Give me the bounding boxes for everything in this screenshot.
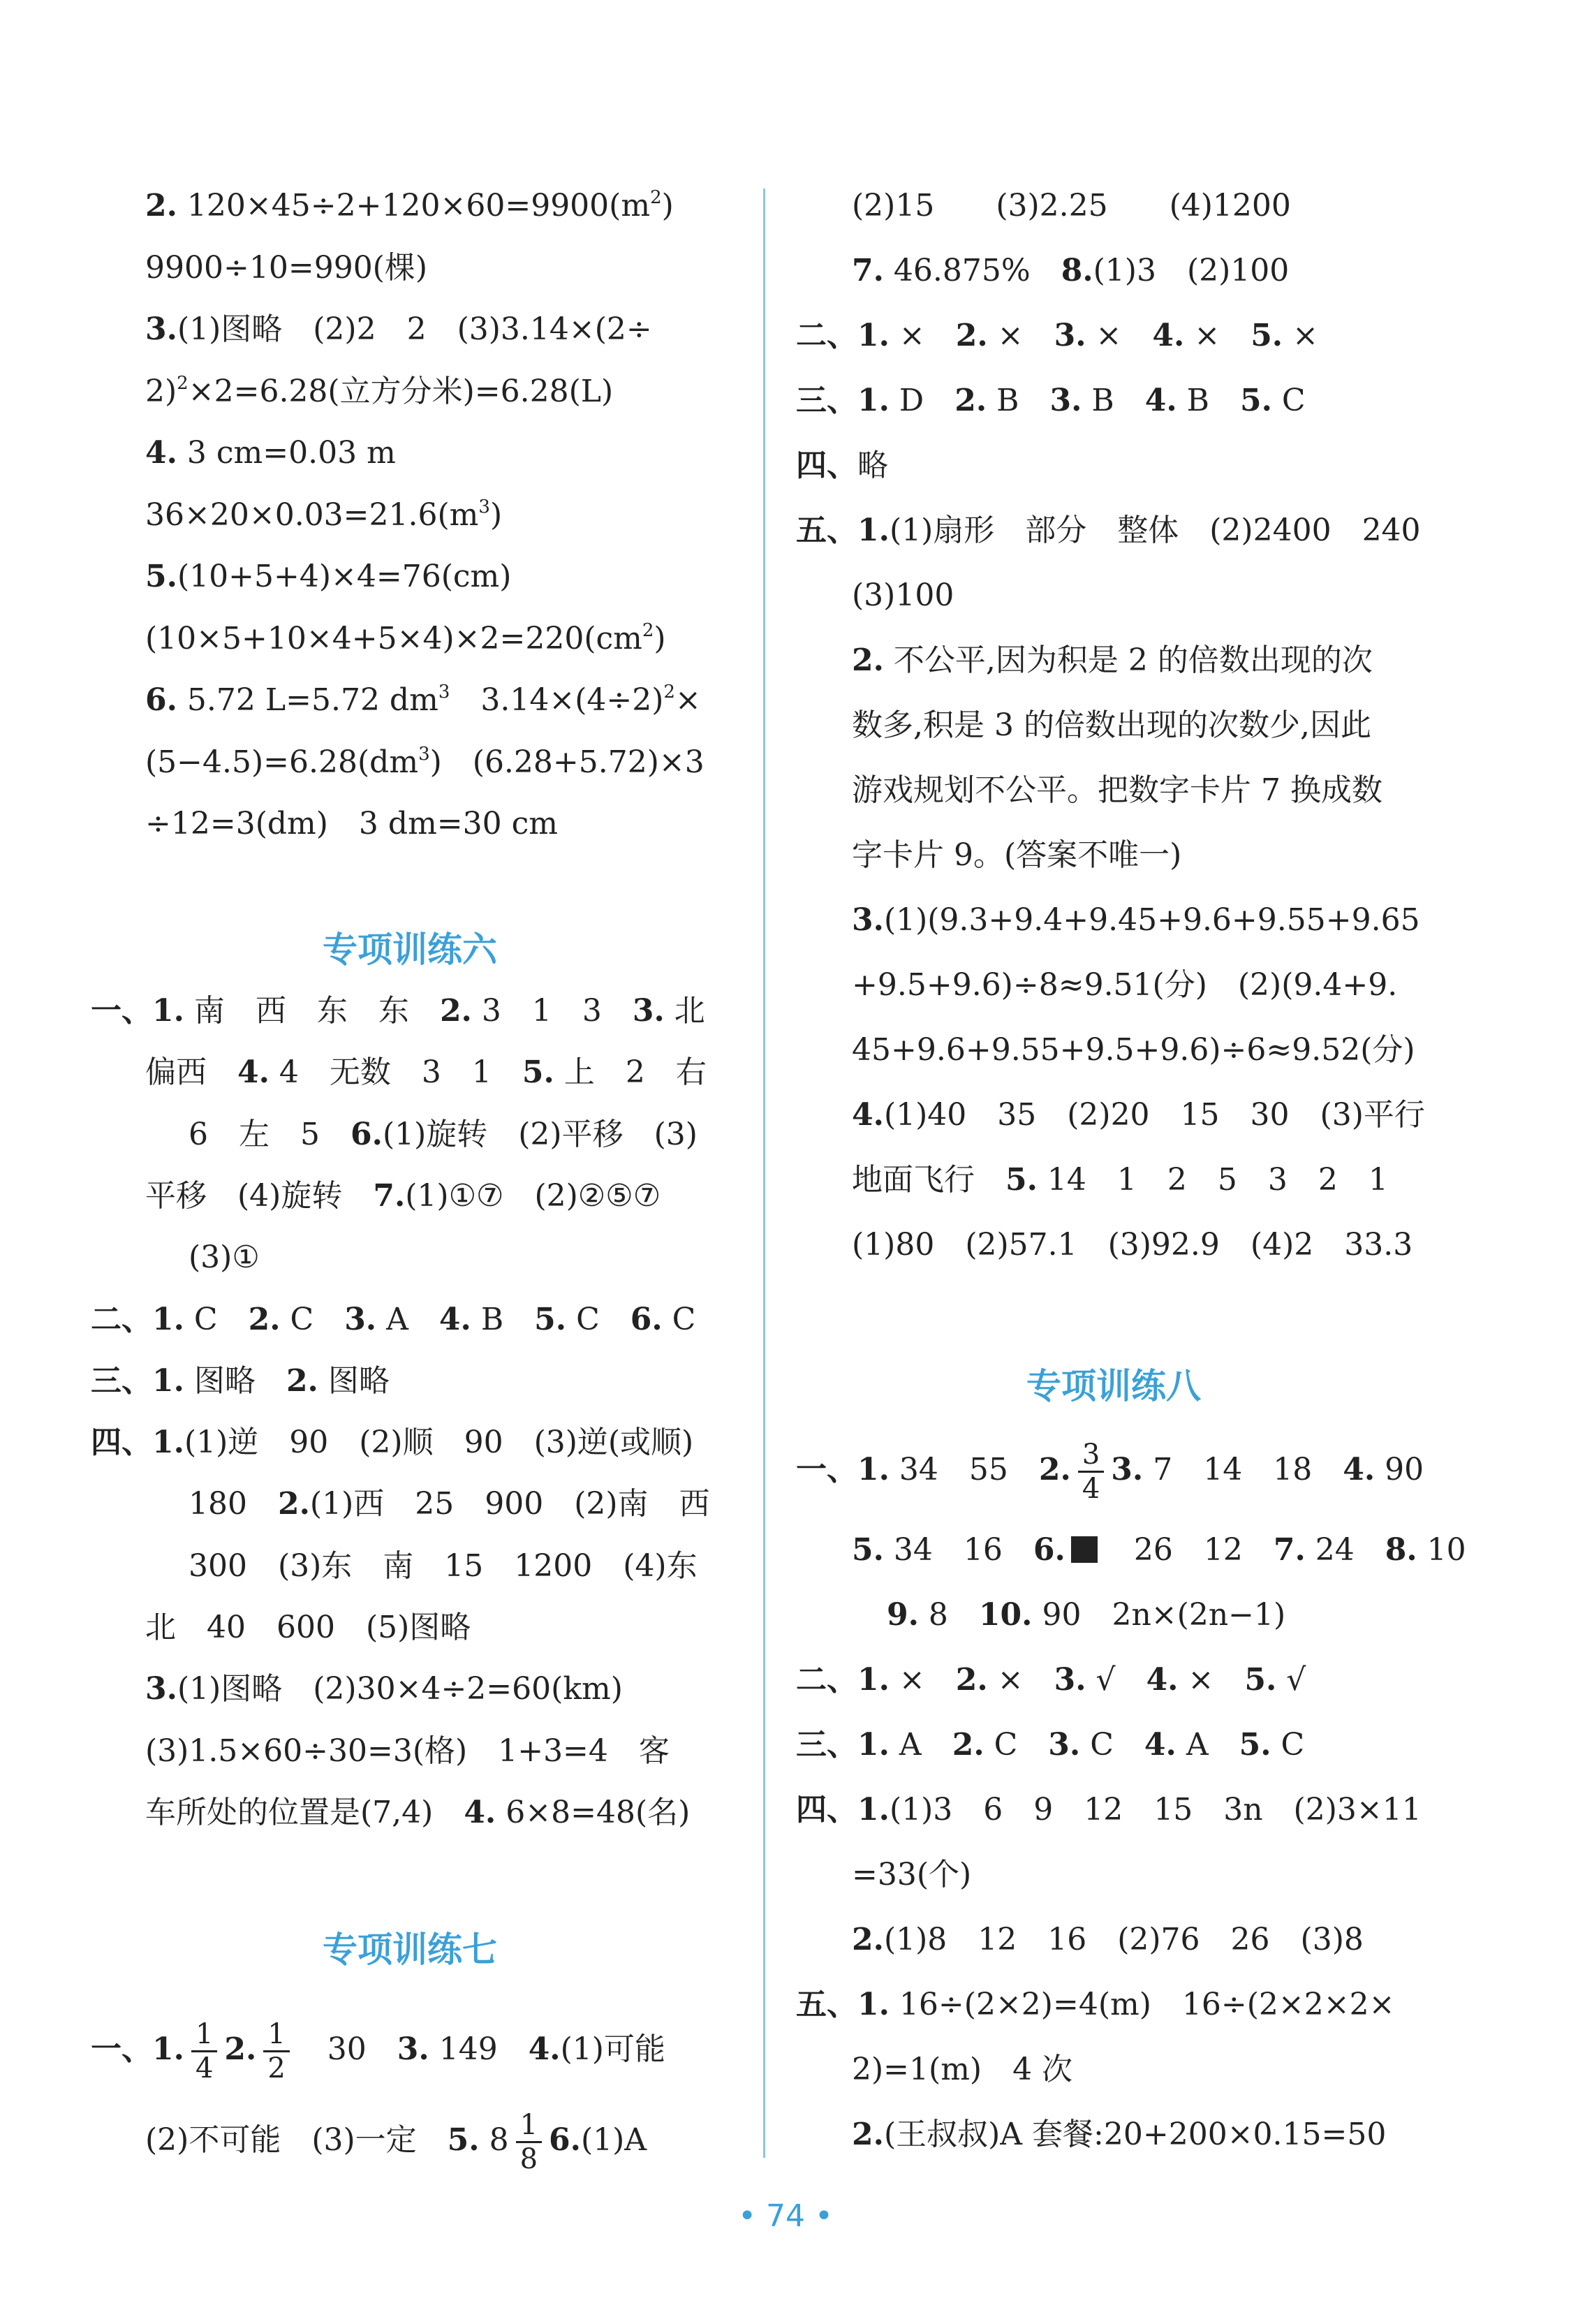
text-run: (1)①⑦ (2)②⑤⑦ [405, 1177, 661, 1214]
text-run: C [662, 1301, 696, 1337]
answer-line [189, 1237, 260, 1279]
answer-line [91, 1422, 693, 1464]
text-run: (1)旋转 (2)平移 (3) [382, 1116, 698, 1152]
text-run: 2. [954, 383, 987, 418]
text-run: 180 [189, 1486, 278, 1522]
text-run: 3. [397, 2031, 429, 2067]
answer-line [852, 2114, 1386, 2156]
text-run: 3. [344, 1301, 377, 1337]
text-run: 45+9.6+9.55+9.5+9.6)÷6≈9.52(分) [852, 1032, 1415, 1068]
text-run: 3 cm=0.03 m [177, 435, 396, 471]
text-run: (3)1.5×60÷30=3(格) 1+3=4 客 [145, 1733, 670, 1769]
text-run: (10+5+4)×4=76(cm) [177, 559, 512, 594]
text-run: 6. [351, 1116, 383, 1152]
answer-line [145, 618, 666, 660]
text-run: 5. [145, 559, 177, 594]
answer-line [796, 1659, 1306, 1701]
text-run: 6. [549, 2122, 581, 2158]
text-run: (1)可能 [560, 2031, 665, 2067]
text-run: (1)西 25 900 (2)南 西 [309, 1486, 710, 1522]
fraction-numerator: 1 [263, 2018, 289, 2052]
text-run: 149 [429, 2031, 529, 2067]
answer-line [145, 556, 511, 598]
text-run: (2)15 (3)2.25 (4)1200 [852, 188, 1291, 223]
text-run: 8. [1385, 1532, 1417, 1568]
text-run: C [1080, 1727, 1144, 1763]
text-run: B [1082, 383, 1145, 418]
text-run: 7. [1273, 1532, 1306, 1568]
answer-line [796, 510, 1421, 552]
page-number: • 74 • [738, 2198, 833, 2234]
text-run: C [280, 1301, 345, 1337]
text-run: 平移 (4)旋转 [145, 1177, 374, 1214]
answer-line [145, 1175, 661, 1217]
text-run: 34 16 [883, 1532, 1033, 1568]
text-run: (1)图略 (2)30×4÷2=60(km) [177, 1671, 623, 1707]
text-run: 5. [522, 1054, 554, 1091]
answer-line [145, 742, 705, 784]
fraction-numerator: 1 [516, 2109, 542, 2143]
text-run: 5. [534, 1301, 567, 1337]
answer-line [145, 371, 613, 413]
text-run: 5.72 L=5.72 dm [177, 682, 438, 718]
text-run: 6. [1033, 1532, 1065, 1568]
fraction-denominator: 2 [267, 2052, 286, 2084]
text-run: 一、1. [91, 2031, 184, 2067]
answer-line [796, 380, 1306, 422]
answer-line [91, 1299, 695, 1341]
text-run: 9900÷10=990(棵) [145, 249, 428, 286]
text-run: × [1086, 318, 1153, 353]
answer-line [852, 1029, 1415, 1071]
answer-line [852, 705, 1371, 747]
text-run: 8. [1061, 253, 1093, 288]
text-run: 4. [1146, 1662, 1179, 1698]
text-run: 2. [277, 1486, 310, 1522]
answer-line [145, 1792, 690, 1834]
text-run: 二、1. [796, 1662, 890, 1698]
text-run: 二、1. [796, 318, 890, 353]
text-run: × [674, 682, 701, 718]
text-run: 5. [1240, 383, 1272, 418]
column-divider [763, 189, 765, 2158]
answer-line [145, 1607, 471, 1649]
text-run: 36×20×0.03=21.6(m [145, 497, 479, 533]
text-run: (1)80 (2)57.1 (3)92.9 (4)2 33.3 [852, 1227, 1413, 1263]
answer-line [852, 964, 1397, 1006]
text-run: 四、 [796, 448, 857, 483]
text-run: 2. [852, 642, 884, 678]
text-run: 6. [630, 1301, 663, 1337]
answer-line [852, 1854, 971, 1896]
fraction [516, 2109, 542, 2175]
text-run: 6. [145, 682, 177, 718]
answer-line [145, 1052, 707, 1094]
text-run: 二、1. [91, 1301, 184, 1337]
text-run: C [184, 1301, 249, 1337]
text-run: 2. [852, 1922, 884, 1957]
text-run: 120×45÷2+120×60=9900(m [177, 188, 651, 223]
text-run: 偏西 [145, 1054, 237, 1091]
text-run: × [889, 318, 956, 353]
section-heading-8: 专项训练八 [1026, 1366, 1201, 1406]
text-run: A [1176, 1727, 1239, 1763]
text-run: 2. [952, 1727, 984, 1763]
answer-line [145, 2102, 647, 2179]
text-run: 24 [1305, 1532, 1385, 1568]
text-run: 略 [857, 448, 888, 483]
answer-line [852, 250, 1289, 292]
text-run: 图略 [184, 1362, 286, 1399]
answer-line [91, 990, 705, 1032]
text-run: 5. [447, 2122, 480, 2158]
text-run: 5. [1239, 1727, 1271, 1763]
text-run: 5. [1244, 1662, 1277, 1698]
fraction [263, 2018, 289, 2084]
text-run: (1)(9.3+9.4+9.45+9.6+9.55+9.65 [883, 902, 1420, 938]
text-run: 三、1. [796, 383, 890, 418]
text-run: √ [1086, 1662, 1146, 1698]
text-run: 4. [145, 435, 177, 471]
text-run: 46.875% [883, 253, 1061, 288]
text-run: B [1177, 383, 1240, 418]
answer-line [852, 1919, 1364, 1961]
text-run: 4. [464, 1794, 496, 1830]
text-run: 4 无数 3 1 [269, 1054, 522, 1091]
text-run: 10 [1417, 1532, 1466, 1568]
text-run: 2)=1(m) 4 次 [852, 2052, 1073, 2087]
text-run: (1)图略 (2)2 2 (3)3.14×(2÷ [177, 311, 652, 347]
answer-line [852, 1159, 1388, 1201]
text-run: 4. [852, 1097, 884, 1133]
text-run: 26 12 [1102, 1532, 1274, 1568]
text-run: D [889, 383, 955, 418]
fraction-denominator: 4 [1082, 1473, 1100, 1505]
text-run: 30 [296, 2031, 397, 2067]
text-run: (5−4.5)=6.28(dm [145, 744, 419, 780]
text-run: 2. [852, 2117, 884, 2152]
text-run: 5. [852, 1532, 884, 1568]
text-run: 2 [650, 187, 662, 208]
text-run: 7. [852, 253, 884, 288]
answer-line [852, 899, 1420, 941]
text-run: 2) [145, 373, 177, 409]
answer-line [852, 1094, 1425, 1136]
text-run: 7 14 18 [1143, 1452, 1343, 1487]
answer-line [887, 1594, 1285, 1636]
text-run: 4. [1144, 1727, 1177, 1763]
text-run: 3. [145, 1671, 177, 1707]
text-run: 图略 [318, 1362, 390, 1399]
text-run: (1)40 35 (2)20 15 30 (3)平行 [883, 1097, 1425, 1133]
text-run: 3.14×(4÷2) [450, 682, 664, 718]
answer-line [852, 640, 1373, 682]
answer-line [796, 1984, 1395, 2026]
text-run: 2. [1038, 1452, 1071, 1487]
text-run: 16÷(2×2)=4(m) 16÷(2×2×2× [889, 1987, 1395, 2022]
text-run: 7. [373, 1177, 406, 1214]
fraction-denominator: 8 [519, 2143, 538, 2175]
text-run: ÷12=3(dm) 3 dm=30 cm [145, 806, 559, 841]
text-run: 2. [286, 1362, 318, 1399]
text-run: × [987, 318, 1054, 353]
text-run: 2. [955, 318, 988, 353]
text-run: C [984, 1727, 1049, 1763]
text-run: 8 [479, 2122, 509, 2158]
text-run: 3 [418, 743, 430, 765]
text-run: ) [654, 620, 666, 656]
text-run: 5. [1251, 318, 1283, 353]
black-square-icon [1071, 1536, 1098, 1563]
text-run: C [1271, 383, 1306, 418]
text-run: × [1283, 318, 1318, 353]
text-run: 300 (3)东 南 15 1200 (4)东 [189, 1547, 698, 1584]
answer-line [189, 1545, 698, 1587]
text-run: √ [1276, 1662, 1306, 1698]
text-run: 6×8=48(名) [496, 1794, 691, 1830]
fraction-denominator: 4 [195, 2052, 214, 2084]
answer-line [796, 1432, 1424, 1508]
text-run: 4. [237, 1054, 270, 1091]
text-run: 上 2 右 [554, 1054, 707, 1091]
text-run: (2)不可能 (3)一定 [145, 2122, 448, 2158]
answer-line [145, 432, 396, 474]
answer-line [145, 1668, 623, 1710]
text-run: ×2=6.28(立方分米)=6.28(L) [188, 373, 614, 409]
text-run: 3 [438, 682, 450, 703]
text-run: 2. [955, 1662, 988, 1698]
text-run: (1)A [580, 2122, 647, 2158]
text-run: 字卡片 9。(答案不唯一) [852, 837, 1182, 873]
text-run: C [1271, 1727, 1305, 1763]
answer-line [145, 494, 502, 536]
text-run: 北 [664, 993, 705, 1029]
text-run: 3 1 3 [471, 993, 633, 1029]
answer-line [796, 1789, 1422, 1831]
text-run: × [1178, 1662, 1245, 1698]
text-run: ) (6.28+5.72)×3 [429, 744, 705, 780]
text-run: 北 40 600 (5)图略 [145, 1610, 471, 1645]
text-run: (1)3 (2)100 [1093, 253, 1290, 288]
text-run: 4. [1144, 383, 1177, 418]
text-run: 3. [632, 993, 665, 1029]
text-run: (1)扇形 部分 整体 (2)2400 240 [889, 513, 1421, 548]
answer-line [852, 770, 1382, 811]
text-run: 一、1. [91, 993, 184, 1029]
answer-line [91, 1360, 390, 1402]
text-run: 五、1. [796, 1987, 890, 2022]
text-run: 14 1 2 5 3 2 1 [1037, 1162, 1388, 1198]
text-run: 数多,积是 3 的倍数出现的次数少,因此 [852, 707, 1371, 743]
text-run: 3. [1048, 1727, 1081, 1763]
answer-line [91, 2011, 665, 2088]
text-run: 不公平,因为积是 2 的倍数出现的次 [883, 642, 1373, 678]
fraction [191, 2018, 217, 2084]
text-run: +9.5+9.6)÷8≈9.51(分) (2)(9.4+9. [852, 967, 1398, 1003]
answer-line [852, 1529, 1466, 1571]
text-run: 4. [1343, 1452, 1375, 1487]
answer-line [796, 1724, 1304, 1766]
text-run: A [889, 1727, 952, 1763]
text-run: 2. [145, 188, 177, 223]
answer-line [852, 2049, 1072, 2091]
section-heading-7: 专项训练七 [323, 1929, 497, 1970]
text-run: 四、1. [796, 1792, 890, 1827]
answer-line [189, 1483, 710, 1525]
text-run: 4. [1152, 318, 1185, 353]
text-run: 2. [224, 2031, 257, 2067]
text-run: 6 左 5 [189, 1116, 351, 1152]
text-run: (王叔叔)A 套餐:20+200×0.15=50 [883, 2117, 1387, 2152]
answer-line [145, 185, 674, 227]
text-run: × [1184, 318, 1251, 353]
text-run: 3. [1054, 1662, 1086, 1698]
text-run: 3 [478, 496, 490, 517]
text-run: × [889, 1662, 956, 1698]
text-run: (1)3 6 9 12 15 3n (2)3×11 [889, 1792, 1422, 1827]
text-run: A [376, 1301, 439, 1337]
answer-line [189, 1114, 698, 1156]
answer-line [145, 679, 701, 721]
text-run: 车所处的位置是(7,4) [145, 1794, 464, 1830]
fraction-numerator: 1 [191, 2018, 217, 2052]
text-run: 90 2n×(2n−1) [1032, 1597, 1286, 1633]
answer-line [145, 309, 652, 351]
text-run: =33(个) [852, 1857, 972, 1892]
text-run: × [987, 1662, 1054, 1698]
text-run: B [987, 383, 1050, 418]
text-run: 5. [1005, 1162, 1038, 1198]
text-run: (10×5+10×4+5×4)×2=220(cm [145, 620, 642, 656]
text-run: 2 [663, 682, 675, 703]
text-run: 游戏规划不公平。把数字卡片 7 换成数 [852, 772, 1382, 808]
text-run: 3. [1111, 1452, 1144, 1487]
text-run: 3. [145, 311, 177, 347]
answer-line [796, 445, 888, 487]
text-run: C [566, 1301, 630, 1337]
text-run: 2. [248, 1301, 281, 1337]
fraction [1078, 1439, 1104, 1505]
text-run: (3)① [189, 1240, 260, 1276]
text-run: ) [661, 188, 674, 223]
text-run: (1)逆 90 (2)顺 90 (3)逆(或顺) [184, 1425, 694, 1461]
text-run: 地面飞行 [852, 1162, 1005, 1198]
text-run: 三、1. [796, 1727, 890, 1763]
text-run: 3. [1054, 318, 1086, 353]
answer-line [852, 185, 1291, 227]
answer-line [145, 247, 427, 289]
answer-line [852, 834, 1181, 876]
fraction-numerator: 3 [1078, 1439, 1104, 1473]
text-run: (3)100 [852, 578, 954, 613]
text-run: 3. [852, 902, 884, 938]
text-run: 8 [918, 1597, 979, 1633]
text-run: ) [489, 497, 503, 533]
text-run: 2. [439, 993, 472, 1029]
text-run: (1)8 12 16 (2)76 26 (3)8 [883, 1922, 1364, 1957]
answer-line [852, 575, 954, 617]
text-run: 2 [177, 372, 189, 394]
section-heading-6: 专项训练六 [323, 929, 497, 970]
text-run: 3. [1049, 383, 1082, 418]
text-run: 五、1. [796, 513, 890, 548]
answer-line [852, 1224, 1413, 1266]
text-run: 9. [887, 1597, 919, 1633]
text-run: 三、1. [91, 1362, 184, 1399]
text-run: B [471, 1301, 535, 1337]
text-run: 南 西 东 东 [184, 993, 440, 1029]
text-run: 4. [438, 1301, 471, 1337]
answer-line [145, 1730, 670, 1772]
text-run: 一、1. [796, 1452, 890, 1487]
text-run: 10. [978, 1597, 1033, 1633]
answer-line [145, 803, 558, 845]
answer-line [796, 315, 1318, 357]
text-run: 四、1. [91, 1425, 184, 1461]
text-run: 34 55 [889, 1452, 1039, 1487]
text-run: 90 [1375, 1452, 1424, 1487]
text-run: 4. [528, 2031, 561, 2067]
text-run: 2 [642, 619, 654, 641]
